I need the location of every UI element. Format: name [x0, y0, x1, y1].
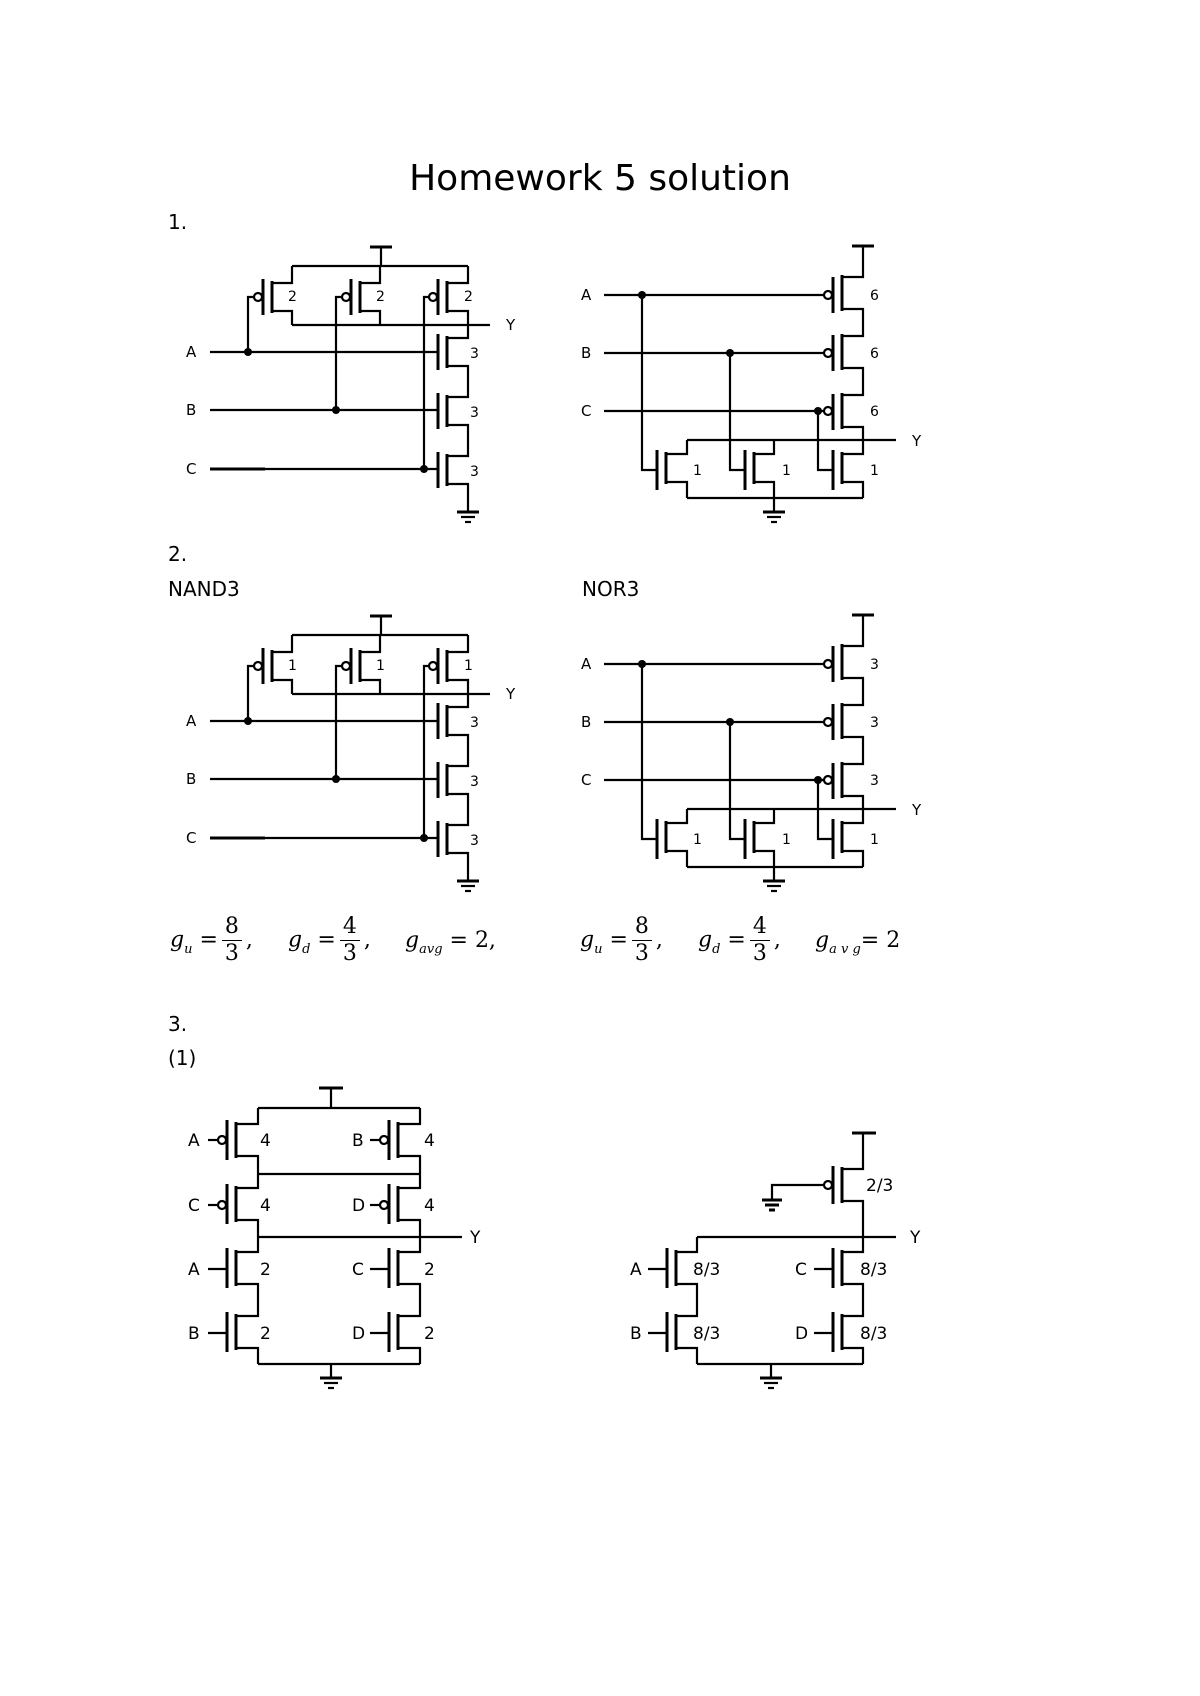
- nand3-n1-size: 3: [470, 715, 479, 731]
- nand1-output-label: Y: [506, 316, 516, 334]
- pseudo-output-label: Y: [910, 1228, 921, 1248]
- nand3-p1-size: 1: [288, 658, 297, 674]
- nand3-gu-equation: $g_u$ = $\frac{8}{3}$ ,: [170, 914, 253, 966]
- aoi-pmos-c-size: 4: [260, 1196, 271, 1216]
- aoi-nmos-c-input: C: [352, 1260, 364, 1280]
- nor1-input-a: A: [581, 286, 592, 304]
- aoi-nmos-b-input: B: [188, 1324, 200, 1344]
- nand3-input-a: A: [186, 712, 197, 730]
- aoi-pmos-d-input: D: [352, 1196, 366, 1216]
- pseudo-pmos-size: 2/3: [866, 1176, 894, 1196]
- aoi-pmos-c-input: C: [188, 1196, 200, 1216]
- nor3-heading: NOR3: [582, 577, 640, 601]
- pseudo-nmos-b-size: 8/3: [693, 1324, 721, 1344]
- aoi-pmos-d-size: 4: [424, 1196, 435, 1216]
- nor1-n3-size: 1: [870, 463, 879, 479]
- nor1-p3-size: 6: [870, 404, 879, 420]
- aoi-nmos-c-size: 2: [424, 1260, 435, 1280]
- nand1-p2-size: 2: [376, 289, 385, 305]
- nor1-n2-size: 1: [782, 463, 791, 479]
- aoi-pmos-a-size: 4: [260, 1131, 271, 1151]
- nor3-gd-equation: $g_d$ = $\frac{4}{3}$ ,: [698, 914, 781, 966]
- section-2-label: 2.: [168, 542, 188, 566]
- nor1-p1-size: 6: [870, 288, 879, 304]
- nor3-p3-size: 3: [870, 773, 879, 789]
- nor1-n1-size: 1: [693, 463, 702, 479]
- nand3-input-b: B: [186, 770, 197, 788]
- aoi-nmos-d-input: D: [352, 1324, 366, 1344]
- aoi-nmos-a-size: 2: [260, 1260, 271, 1280]
- nand3-n2-size: 3: [470, 774, 479, 790]
- nor3-gu-equation: $g_u$ = $\frac{8}{3}$ ,: [580, 914, 663, 966]
- aoi-pmos-b-input: B: [352, 1131, 364, 1151]
- nor3-p1-size: 3: [870, 657, 879, 673]
- nand3-gavg-equation: $g_{avg} = 2$,: [405, 928, 496, 957]
- nand1-n2-size: 3: [470, 405, 479, 421]
- aoi-pmos-a-input: A: [188, 1131, 200, 1151]
- aoi-pmos-b-size: 4: [424, 1131, 435, 1151]
- nor1-output-label: Y: [912, 432, 922, 450]
- nand1-p1-size: 2: [288, 289, 297, 305]
- nor1-p2-size: 6: [870, 346, 879, 362]
- nand3-gd-equation: $g_d$ = $\frac{4}{3}$ ,: [288, 914, 371, 966]
- nand3-p3-size: 1: [464, 658, 473, 674]
- pseudo-nmos-a-input: A: [630, 1260, 642, 1280]
- nand1-n1-size: 3: [470, 346, 479, 362]
- pseudo-nmos-c-size: 8/3: [860, 1260, 888, 1280]
- pseudo-nmos-b-input: B: [630, 1324, 642, 1344]
- nor3-output-label: Y: [912, 801, 922, 819]
- nand1-input-a: A: [186, 343, 197, 361]
- nand3-output-label: Y: [506, 685, 516, 703]
- aoi-nmos-b-size: 2: [260, 1324, 271, 1344]
- nand1-input-b: B: [186, 401, 197, 419]
- section-3-label: 3.: [168, 1012, 188, 1036]
- aoi-nmos-a-input: A: [188, 1260, 200, 1280]
- nand3-heading: NAND3: [168, 577, 240, 601]
- nor3-n1-size: 1: [693, 832, 702, 848]
- section-3-part-1-label: (1): [168, 1046, 197, 1070]
- nand1-p3-size: 2: [464, 289, 473, 305]
- pseudo-nmos-a-size: 8/3: [693, 1260, 721, 1280]
- section-1-label: 1.: [168, 210, 188, 234]
- nand1-n3-size: 3: [470, 464, 479, 480]
- nor3-n2-size: 1: [782, 832, 791, 848]
- aoi-nmos-d-size: 2: [424, 1324, 435, 1344]
- nor3-input-c: C: [581, 771, 592, 789]
- pseudo-nmos-c-input: C: [795, 1260, 807, 1280]
- nor1-input-b: B: [581, 344, 592, 362]
- nor3-gavg-equation: $g_{a v g}= 2$: [815, 928, 901, 957]
- nor3-input-a: A: [581, 655, 592, 673]
- nor3-input-b: B: [581, 713, 592, 731]
- nor3-n3-size: 1: [870, 832, 879, 848]
- nand1-input-c: C: [186, 460, 197, 478]
- nand3-n3-size: 3: [470, 833, 479, 849]
- nand3-p2-size: 1: [376, 658, 385, 674]
- page-title: Homework 5 solution: [409, 158, 791, 199]
- nor3-p2-size: 3: [870, 715, 879, 731]
- nand3-input-c: C: [186, 829, 197, 847]
- pseudo-nmos-d-size: 8/3: [860, 1324, 888, 1344]
- pseudo-nmos-d-input: D: [795, 1324, 809, 1344]
- aoi-output-label: Y: [470, 1228, 481, 1248]
- nor1-input-c: C: [581, 402, 592, 420]
